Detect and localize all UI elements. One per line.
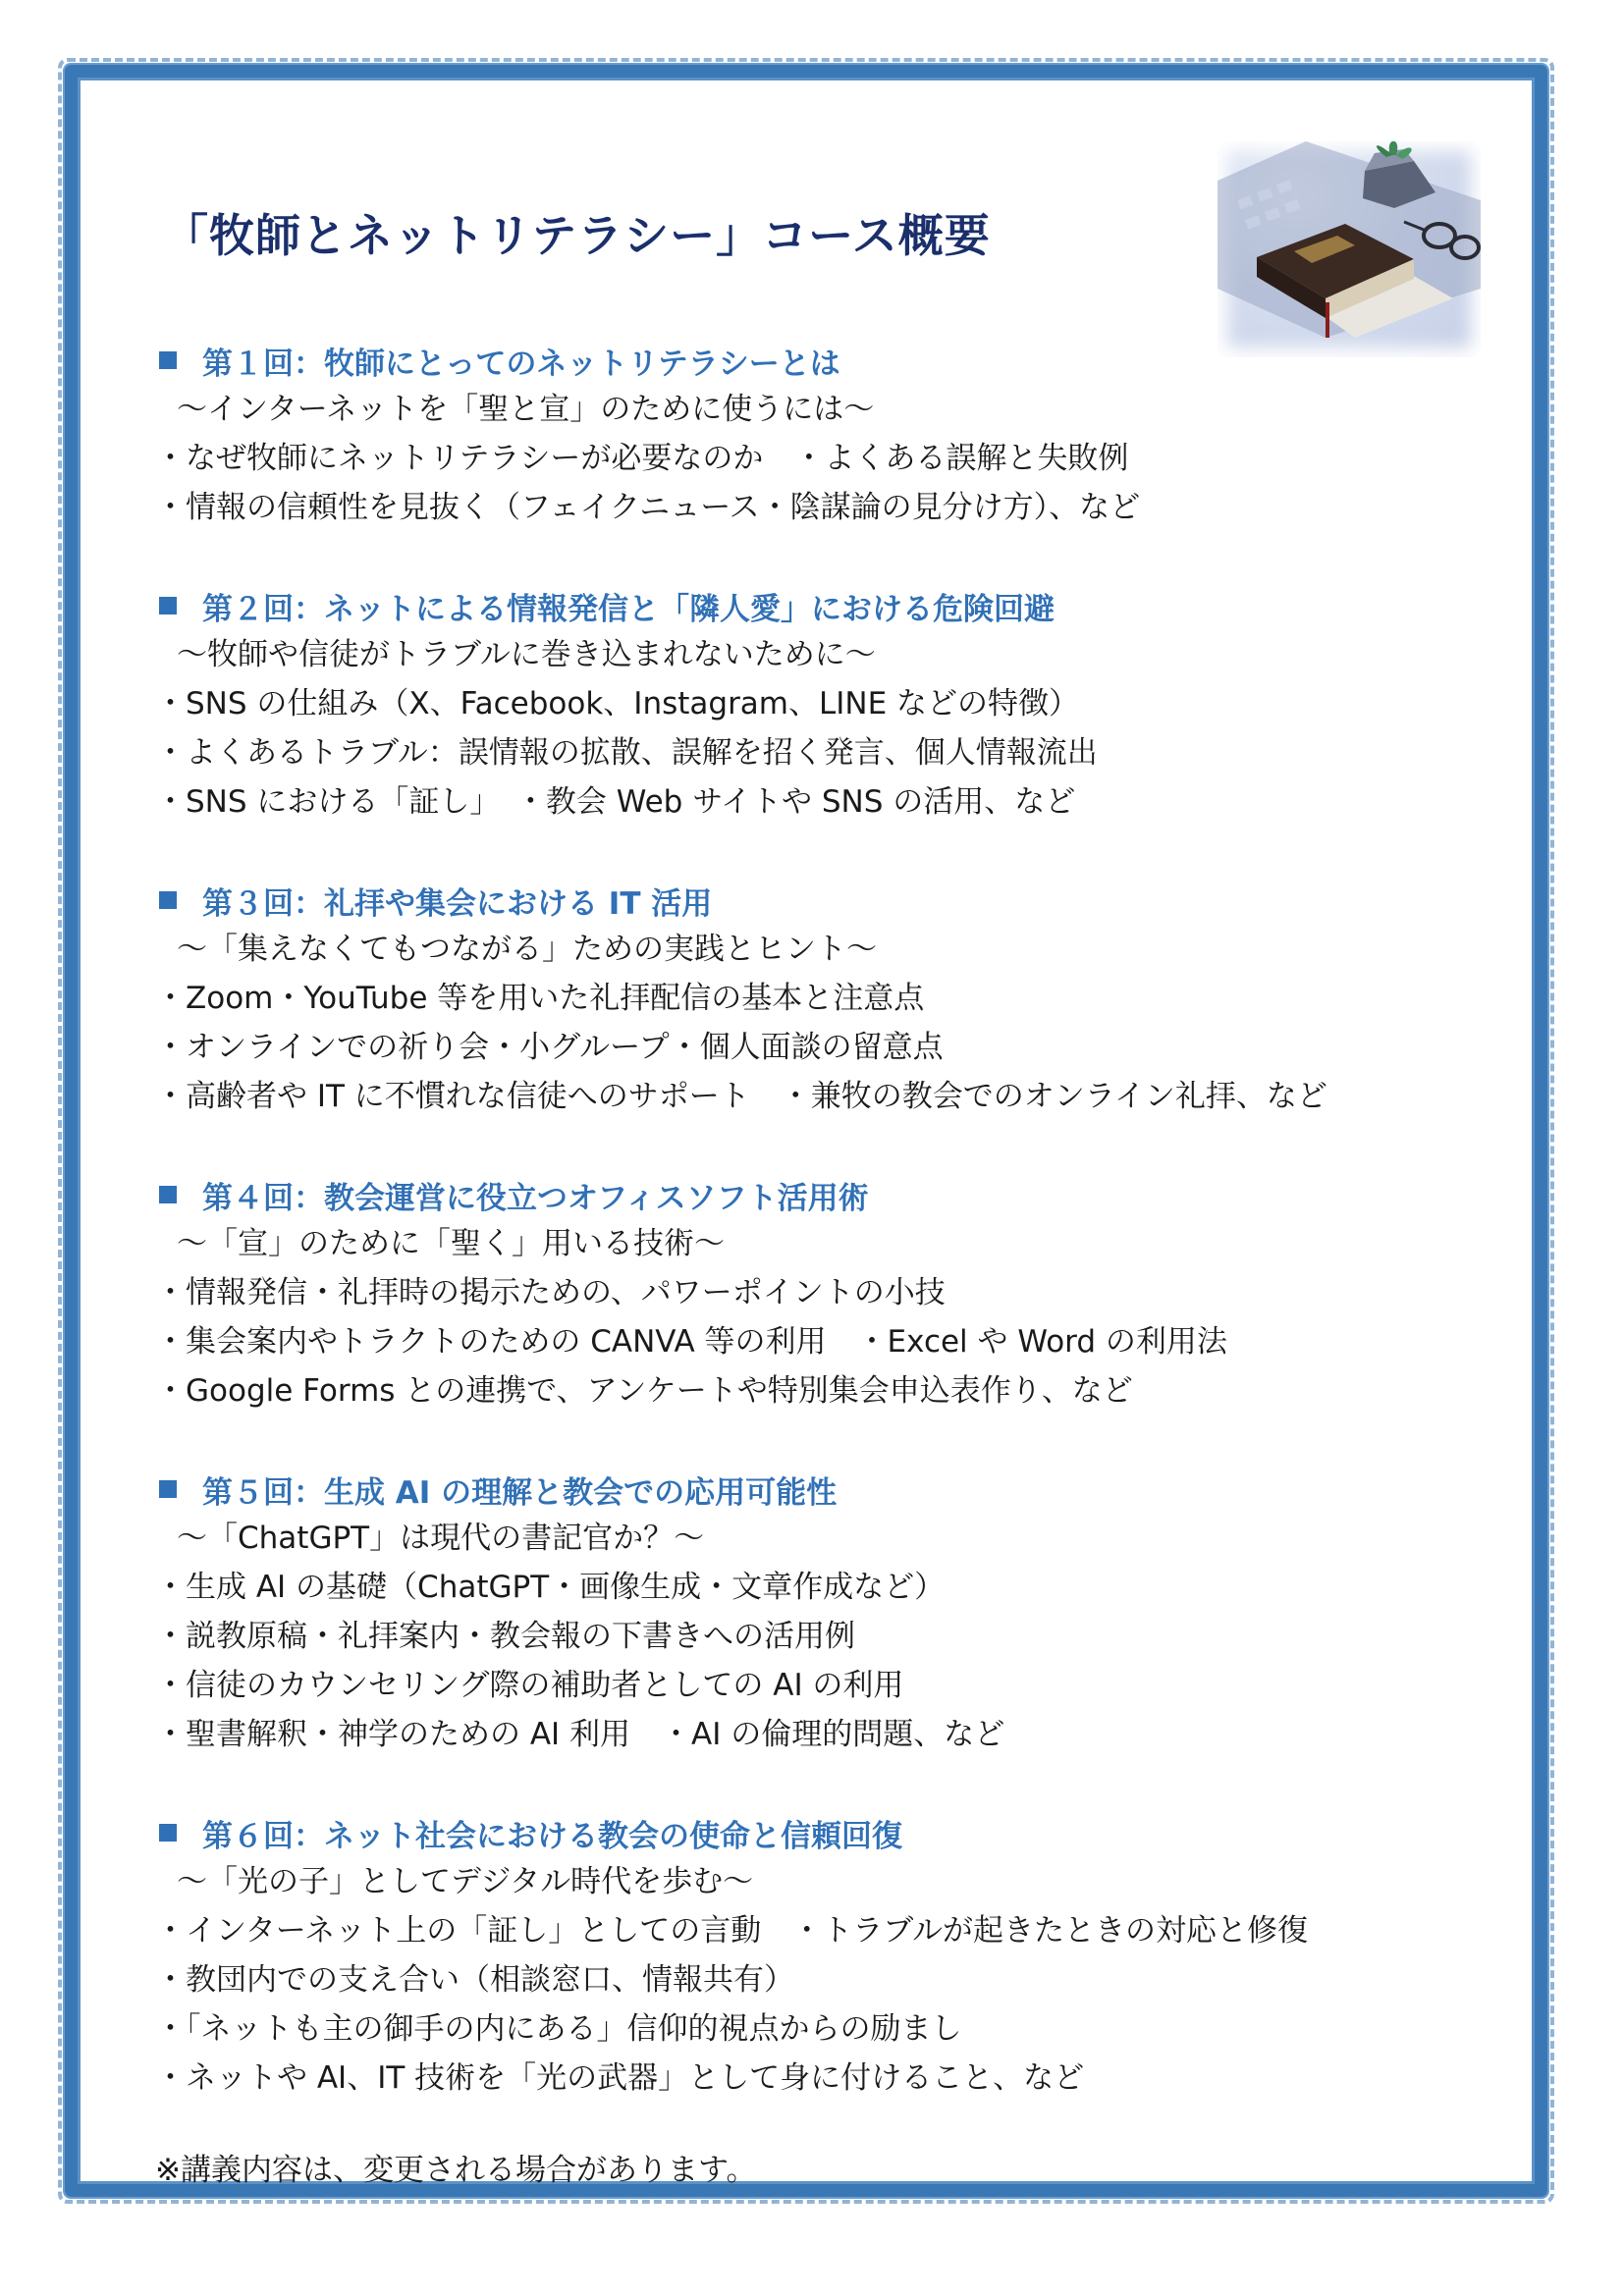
- bible-laptop-photo: [1218, 141, 1481, 357]
- bible-laptop-illustration: [1218, 141, 1481, 357]
- list-item: ・Google Forms との連携で、アンケートや特別集会申込表作り、など: [155, 1373, 1133, 1409]
- list-item: ・「ネットも主の御手の内にある」信仰的視点からの励まし: [155, 2011, 962, 2047]
- list-item: ・高齢者や IT に不慣れな信徒へのサポート ・兼牧の教会でのオンライン礼拝、など: [155, 1079, 1327, 1114]
- session-title: 第１回：牧師にとってのネットリテラシーとは: [202, 346, 840, 382]
- list-item: ・集会案内やトラクトのための CANVA 等の利用 ・Excel や Word の利用法: [155, 1324, 1227, 1360]
- list-item: ・オンラインでの祈り会・小グループ・個人面談の留意点: [155, 1030, 944, 1065]
- square-bullet-icon: [159, 891, 177, 909]
- square-bullet-icon: [159, 1186, 177, 1203]
- list-item: ・情報の信頼性を見抜く（フェイクニュース・陰謀論の見分け方）、など: [155, 490, 1141, 525]
- session-subtitle: 〜「集えなくてもつながる」ための実践とヒント〜: [177, 932, 877, 967]
- page-title: 「牧師とネットリテラシー」コース概要: [163, 209, 991, 262]
- session-title: 第５回：生成 AI の理解と教会での応用可能性: [202, 1474, 838, 1511]
- list-item: ・SNS の仕組み（X、Facebook、Instagram、LINE などの特徴）: [155, 686, 1080, 721]
- list-item: ・SNS における「証し」 ・教会 Web サイトや SNS の活用、など: [155, 784, 1076, 820]
- session-5: [155, 1465, 1432, 1759]
- square-bullet-icon: [159, 597, 177, 614]
- course-outline: [155, 336, 1432, 2195]
- list-item: ・聖書解釈・神学のための AI 利用 ・AI の倫理的問題、など: [155, 1717, 1005, 1752]
- list-item: ・教団内での支え合い（相談窓口、情報共有）: [155, 1962, 794, 1998]
- list-item: ・信徒のカウンセリング際の補助者としての AI の利用: [155, 1668, 904, 1703]
- session-6: [155, 1808, 1432, 2103]
- list-item: ・情報発信・礼拝時の掲示ための、パワーポイントの小技: [155, 1275, 946, 1310]
- session-subtitle: 〜インターネットを「聖と宣」のために使うには〜: [177, 392, 875, 427]
- list-item: ・ネットや AI、IT 技術を「光の武器」として身に付けること、など: [155, 2060, 1085, 2096]
- session-subtitle: 〜「光の子」としてデジタル時代を歩む〜: [177, 1864, 754, 1899]
- square-bullet-icon: [159, 351, 177, 369]
- session-title: 第６回：ネット社会における教会の使命と信頼回復: [202, 1818, 902, 1854]
- session-heading: [155, 581, 1432, 630]
- square-bullet-icon: [159, 1824, 177, 1842]
- list-item: ・Zoom・YouTube 等を用いた礼拝配信の基本と注意点: [155, 981, 925, 1016]
- session-subtitle: 〜牧師や信徒がトラブルに巻き込まれないために〜: [177, 637, 876, 672]
- session-heading: [155, 876, 1432, 925]
- list-item: ・生成 AI の基礎（ChatGPT・画像生成・文章作成など）: [155, 1570, 946, 1605]
- session-title: 第２回：ネットによる情報発信と「隣人愛」における危険回避: [202, 591, 1055, 627]
- footnote: ※講義内容は、変更される場合があります。: [155, 2153, 757, 2188]
- session-title: 第４回：教会運営に役立つオフィスソフト活用術: [202, 1180, 869, 1216]
- list-item: ・説教原稿・礼拝案内・教会報の下書きへの活用例: [155, 1619, 855, 1654]
- session-heading: [155, 1170, 1432, 1219]
- session-heading: [155, 1465, 1432, 1514]
- list-item: ・よくあるトラブル：誤情報の拡散、誤解を招く発言、個人情報流出: [155, 735, 1098, 771]
- list-item: ・なぜ牧師にネットリテラシーが必要なのか ・よくある誤解と失敗例: [155, 441, 1129, 476]
- session-subtitle: 〜「宣」のために「聖く」用いる技術〜: [177, 1226, 725, 1261]
- session-subtitle: 〜「ChatGPT」は現代の書記官か？〜: [177, 1521, 705, 1556]
- session-4: [155, 1170, 1432, 1415]
- session-heading: [155, 336, 1432, 385]
- session-heading: [155, 1808, 1432, 1857]
- square-bullet-icon: [159, 1480, 177, 1498]
- session-3: [155, 876, 1432, 1121]
- session-title: 第３回：礼拝や集会における IT 活用: [202, 885, 713, 922]
- session-1: [155, 336, 1432, 532]
- list-item: ・インターネット上の「証し」としての言動 ・トラブルが起きたときの対応と修復: [155, 1913, 1308, 1949]
- session-2: [155, 581, 1432, 827]
